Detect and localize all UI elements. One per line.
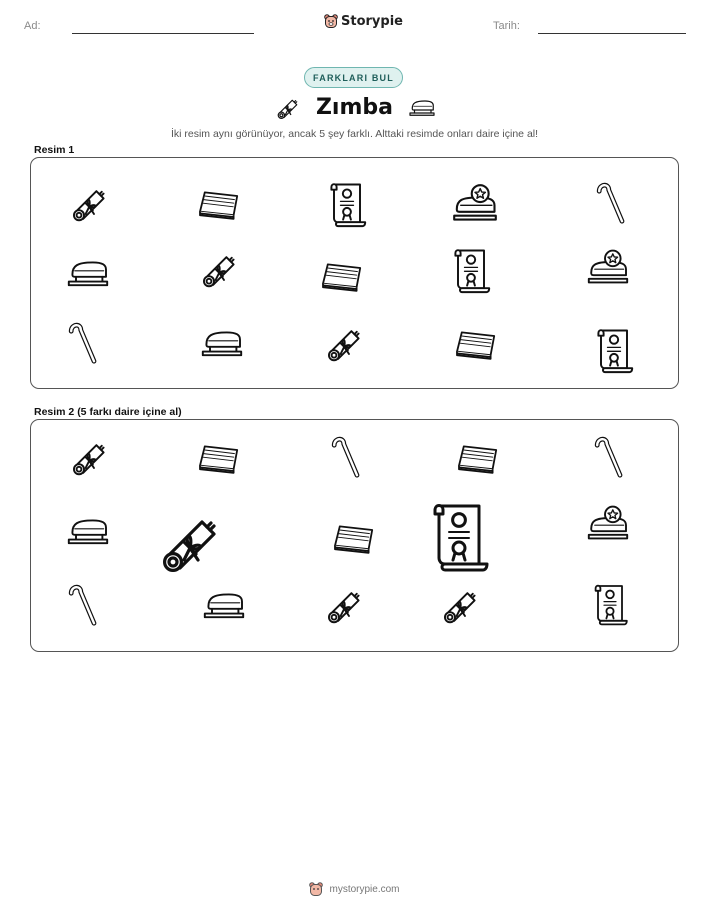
name-line[interactable] bbox=[72, 33, 254, 34]
cane-icon bbox=[586, 178, 634, 226]
cane-icon[interactable] bbox=[58, 580, 106, 628]
brand-logo bbox=[324, 13, 403, 29]
stapler-icon bbox=[449, 178, 501, 230]
certificate-icon[interactable] bbox=[419, 496, 499, 576]
paper-stack-icon bbox=[451, 318, 499, 366]
diploma-scroll-icon[interactable] bbox=[148, 500, 228, 580]
stapler-icon bbox=[198, 318, 246, 366]
paper-stack-icon bbox=[194, 178, 242, 226]
stapler-icon bbox=[407, 92, 437, 122]
brand-name: Storypie bbox=[341, 13, 403, 29]
date-line[interactable] bbox=[538, 33, 686, 34]
picture2-label: Resim 2 (5 farkı daire içine al) bbox=[34, 406, 182, 418]
paper-stack-icon[interactable] bbox=[329, 512, 377, 560]
diploma-scroll-icon bbox=[194, 244, 242, 292]
paper-stack-icon[interactable] bbox=[194, 432, 242, 480]
activity-badge: FARKLARI BUL bbox=[304, 67, 403, 88]
diploma-scroll-icon[interactable] bbox=[435, 580, 483, 628]
picture1-panel bbox=[30, 157, 679, 389]
paper-stack-icon bbox=[317, 250, 365, 298]
instructions: İki resim aynı görünüyor, ancak 5 şey farklı. Alttaki resimde onları daire içine al! bbox=[170, 128, 539, 140]
cane-icon[interactable] bbox=[321, 432, 369, 480]
stapler-icon[interactable] bbox=[584, 500, 632, 548]
page-title: Zımba bbox=[315, 94, 393, 120]
cane-icon[interactable] bbox=[584, 432, 632, 480]
paper-stack-icon[interactable] bbox=[453, 432, 501, 480]
title-row bbox=[0, 92, 709, 122]
stapler-icon bbox=[64, 248, 112, 296]
footer-site[interactable]: mystorypie.com bbox=[329, 883, 400, 895]
storypie-bear-icon bbox=[309, 881, 323, 897]
stapler-icon bbox=[584, 244, 632, 292]
picture2-panel[interactable] bbox=[30, 419, 679, 652]
diploma-scroll-icon bbox=[64, 178, 112, 226]
diploma-scroll-icon bbox=[319, 318, 367, 366]
diploma-scroll-icon[interactable] bbox=[64, 432, 112, 480]
storypie-bear-icon bbox=[324, 13, 338, 29]
diploma-scroll-icon[interactable] bbox=[319, 580, 367, 628]
name-label: Ad: bbox=[24, 20, 41, 32]
cane-icon bbox=[58, 318, 106, 366]
picture1-label: Resim 1 bbox=[34, 144, 75, 156]
certificate-icon bbox=[588, 324, 640, 376]
certificate-icon bbox=[321, 178, 373, 230]
date-label: Tarih: bbox=[493, 20, 520, 32]
stapler-icon[interactable] bbox=[200, 580, 248, 628]
certificate-icon[interactable] bbox=[586, 580, 634, 628]
diploma-scroll-icon bbox=[272, 92, 302, 122]
footer bbox=[0, 881, 709, 897]
certificate-icon bbox=[445, 244, 497, 296]
stapler-icon[interactable] bbox=[64, 506, 112, 554]
